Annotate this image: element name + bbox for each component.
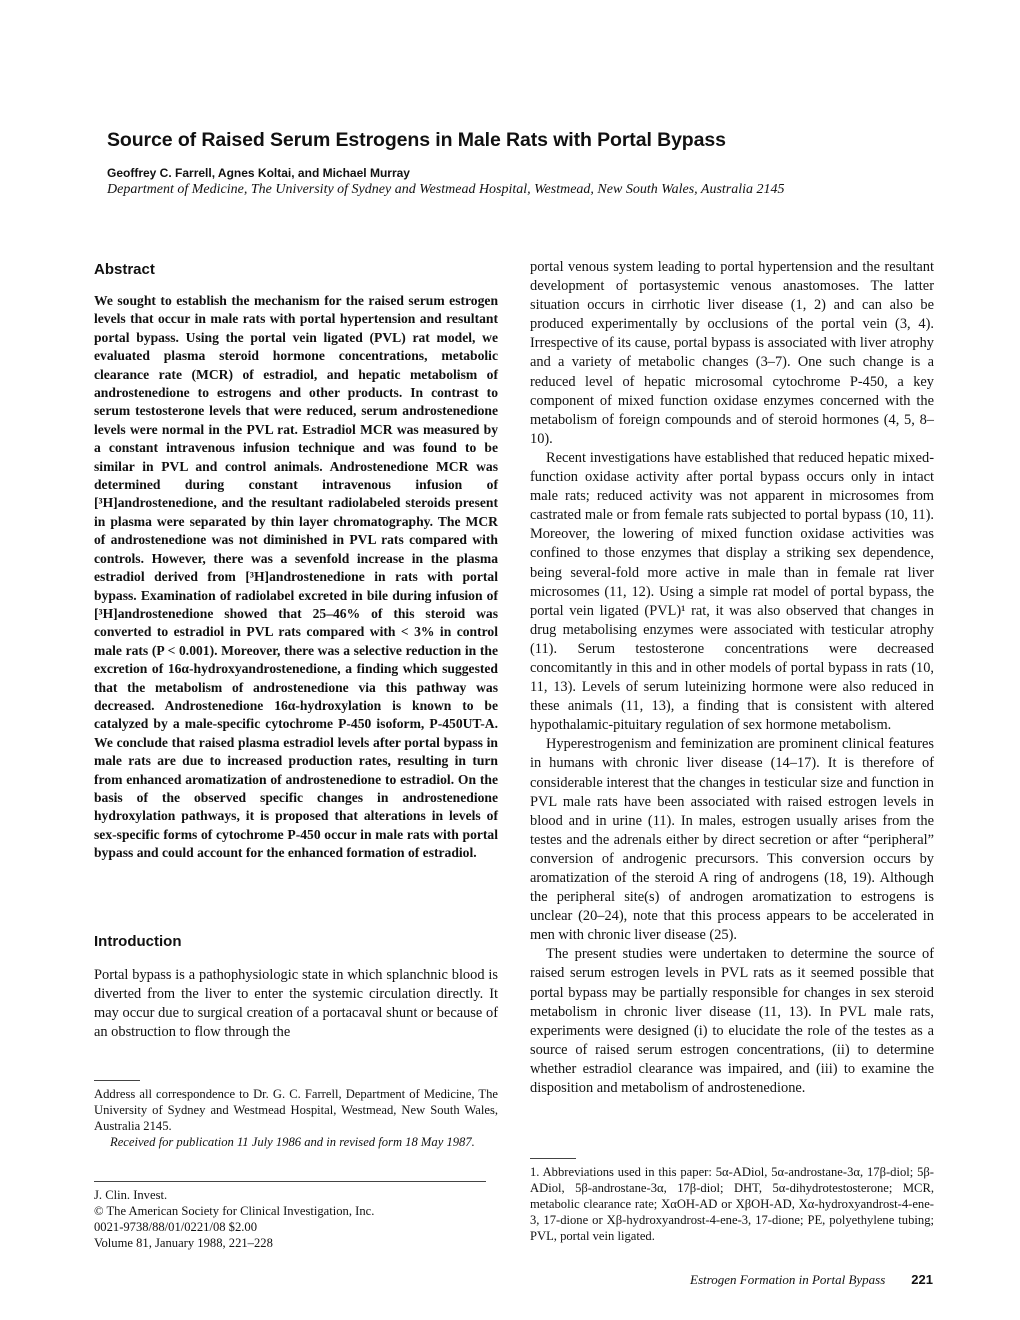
correspondence-text: Address all correspondence to Dr. G. C. Farrell, Department of Medicine, The University of Sydney and Westmead Hospital, Westmead, New South Wales, Australia 2145.: [94, 1087, 498, 1133]
running-head: Estrogen Formation in Portal Bypass: [690, 1272, 886, 1287]
journal-divider: [94, 1181, 486, 1182]
abstract-heading: Abstract: [94, 261, 155, 278]
author-list: Geoffrey C. Farrell, Agnes Koltai, and Michael Murray: [107, 166, 410, 180]
journal-info: [94, 1187, 498, 1251]
intro-left-column: [94, 966, 498, 1042]
page-footer: [600, 1272, 933, 1288]
journal-code: 0021-9738/88/01/0221/08 $2.00: [94, 1220, 258, 1234]
received-text: Received for publication 11 July 1986 and in revised form 18 May 1987.: [110, 1135, 475, 1149]
footnote-divider: [94, 1080, 140, 1081]
intro-right-column: [530, 258, 934, 1098]
page-number: 221: [911, 1272, 933, 1287]
introduction-heading: Introduction: [94, 933, 182, 950]
journal-volume: Volume 81, January 1988, 221–228: [94, 1236, 273, 1250]
intro-paragraph: The present studies were undertaken to determine the source of raised serum estrogen levels in PVL rats as it seemed possible that portal bypass may be partially responsible for changes in sex steroid metabolism in chronic liver disease (11, 13). In PVL male rats, experiments were designed (i) to elucidate the role of the testes as a source of raised serum estrogen concentrations, (ii) to determine whether estradiol clearance was impaired, and (iii) to examine the disposition and metabolism of androstenedione.: [530, 946, 934, 1097]
footnote-divider: [530, 1158, 576, 1159]
abbreviations-footnote: [530, 1164, 934, 1244]
intro-paragraph: portal venous system leading to portal hypertension and the resultant development of portasystemic venous anastomoses. The latter situation occurs in cirrhotic liver disease (1, 2) and can also be produced experimentally by occlusions of the portal vein (3, 4). Irrespective of its cause, portal bypass is associated with liver atrophy and a variety of metabolic changes (3–7). One such change is a reduced level of hepatic microsomal cytochrome P-450, a key component of mixed function oxidase enzymes concerned with the metabolism of foreign compounds and of steroid hormones (4, 5, 8–10).: [530, 259, 934, 447]
abbreviations-text: 1. Abbreviations used in this paper: 5α-ADiol, 5α-androstane-3α, 17β-diol; 5β-ADiol, 5β-androstane-3α, 17β-diol; DHT, 5α-dihydrotestosterone; MCR, metabolic clearance rate; XαOH-AD or XβOH-AD, Xα-hydroxyandrost-4-ene-3, 17-dione or Xβ-hydroxyandrost-4-ene-3, 17-dione; PE, polyethylene tubing; PVL, portal vein ligated.: [530, 1165, 934, 1243]
intro-paragraph: Recent investigations have established that reduced hepatic mixed-function oxidase activity after portal bypass occurs only in intact male rats; reduced activity was not apparent in microsomes from castrated male or from female rats subjected to portal bypass (10, 11). Moreover, the lowering of mixed function oxidase activities was confined to those enzymes that display a striking sex dependence, being several-fold more active in male than in female rat liver microsomes (11, 12). Using a simple rat model of portal bypass, the portal vein ligated (PVL)¹ rat, it was also observed that changes in drug metabolising enzymes were associated with testicular atrophy (11). Serum testosterone concentrations were decreased concomitantly in this and in other models of portal bypass in rats (10, 11, 13). Levels of serum luteinizing hormone were also reduced in these animals (11, 13), a finding that is consistent with altered hypothalamic-pituitary regulation of sex hormone metabolism.: [530, 449, 934, 734]
intro-paragraph: Portal bypass is a pathophysiologic state in which splanchnic blood is diverted from the liver to enter the systemic circulation directly. It may occur due to surgical creation of a portacaval shunt or because of an obstruction to flow through the: [94, 967, 498, 1041]
page-title: Source of Raised Serum Estrogens in Male Rats with Portal Bypass: [107, 129, 726, 151]
affiliation: Department of Medicine, The University of Sydney and Westmead Hospital, Westmead, New South Wales, Australia 2145: [107, 182, 785, 197]
abstract-text: We sought to establish the mechanism for the raised serum estrogen levels that occur in male rats with portal hypertension and resultant portal bypass. Using the portal vein ligated (PVL) rat model, we evaluated plasma steroid hormone concentrations, metabolic clearance rate (MCR) of estradiol, and hepatic metabolism of androstenedione to estrogens and other products. In contrast to serum testosterone levels that were reduced, serum androstenedione levels were normal in the PVL rat. Estradiol MCR was measured by a constant intravenous infusion technique and was found to be similar in PVL and control animals. Androstenedione MCR was determined during constant intravenous infusion of [³H]androstenedione, and the resultant radiolabeled steroids present in plasma were separated by thin layer chromatography. The MCR of androstenedione was not diminished in PVL rats compared with controls. However, there was a sevenfold increase in the plasma estradiol derived from [³H]androstenedione in rats with portal bypass. Examination of radiolabel excreted in bile during infusion of [³H]androstenedione showed that 25–46% of this steroid was converted to estradiol in PVL rats compared with < 3% in control male rats (P < 0.001). Moreover, there was a selective reduction in the excretion of 16α-hydroxyandrostenedione, a finding which suggested that the metabolism of androstenedione via this pathway was decreased. Androstenedione 16α-hydroxylation is known to be catalyzed by a male-specific cytochrome P-450 isoform, P-450UT-A. We conclude that raised plasma estradiol levels after portal bypass in male rats are due to increased production rates, resulting in turn from enhanced aromatization of androstenedione to estradiol. On the basis of the observed specific changes in androstenedione hydroxylation pathways, it is proposed that alterations in levels of sex-specific forms of cytochrome P-450 occur in male rats with portal bypass and could account for the enhanced formation of estradiol.: [94, 293, 498, 861]
journal-name: J. Clin. Invest.: [94, 1188, 168, 1202]
correspondence-footnote: [94, 1086, 498, 1150]
journal-copyright: © The American Society for Clinical Investigation, Inc.: [94, 1204, 375, 1218]
intro-paragraph: Hyperestrogenism and feminization are prominent clinical features in humans with chronic liver disease (14–17). It is therefore of considerable interest that the changes in testicular size and function in PVL male rats have been associated with raised estrogen levels in blood and in urine (11). In males, estrogen usually arises from the testes and the adrenals either by direct secretion or after “peripheral” conversion of androgenic precursors. This conversion occurs by aromatization of the steroid A ring of androgens (18, 19). Although the peripheral site(s) of androgen aromatization to estrogens is unclear (20–24), note that this process appears to be accelerated in men with chronic liver disease (25).: [530, 736, 934, 944]
